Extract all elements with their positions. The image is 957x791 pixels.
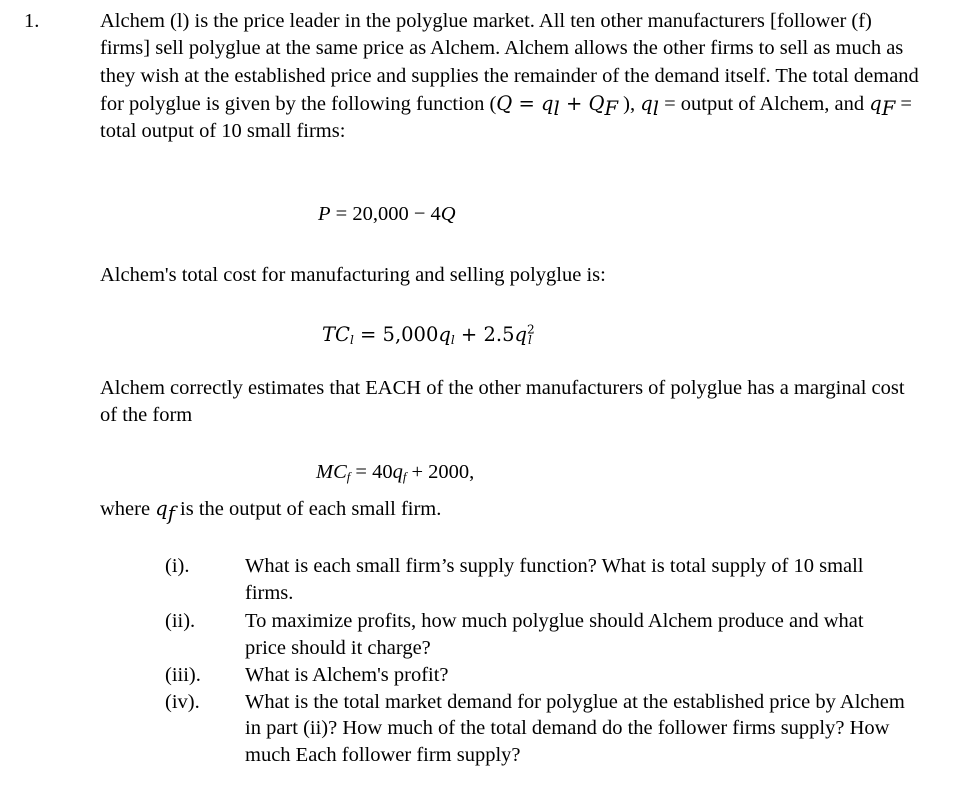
- cost-label: Alchem's total cost for manufacturing and selling polyglue is:: [100, 264, 606, 286]
- cost-rhs-1: = 5,000: [353, 323, 439, 346]
- question-number: 1.: [24, 10, 40, 32]
- cost-q2-sup: 2: [526, 322, 535, 337]
- list-item: [165, 689, 905, 769]
- marginal-cost-equation: [316, 459, 474, 486]
- part-text: What is the total market demand for polyglue at the established price by Alchem in part (ii)? How much of the total demand do the follower firms supply? How much Each follower firm supply?: [245, 690, 905, 766]
- part-number: (iii).: [165, 664, 201, 687]
- part-number: (ii).: [165, 609, 196, 632]
- symbol-Q: Q: [496, 91, 513, 115]
- cost-rhs-2: + 2.5: [454, 323, 515, 346]
- part-number: (iv).: [165, 690, 200, 713]
- cost-q2: q: [514, 323, 527, 346]
- mc-lhs-sub: f: [346, 470, 351, 485]
- demand-rhs: = 20,000 − 4: [330, 203, 441, 225]
- subscript-F-2: F: [881, 96, 896, 120]
- intro-text: Alchem (l) is the price leader in the polyglue market. All ten other manufacturers [follower (f) firms] sell polyglue at the same price as Alchem. Alchem allows the other firms to sell as much as they wish at the established price and supplies the remainder of the demand itself. The total demand for polyglue is given by the following function (: [100, 10, 919, 115]
- where-symbol: q: [155, 497, 168, 520]
- cost-q1: q: [438, 323, 451, 346]
- cost-lhs-sub: l: [349, 333, 354, 348]
- symbol-Q-F: Q: [588, 91, 605, 115]
- mc-lhs: MC: [316, 461, 347, 483]
- where-before: where: [100, 498, 156, 520]
- cost-q1-sub: l: [450, 333, 455, 348]
- cost-lhs: TC: [322, 323, 350, 346]
- where-note: [100, 495, 920, 523]
- list-item: [165, 608, 905, 663]
- part-text: What is Alchem's profit?: [245, 664, 449, 687]
- symbol-q-F: q: [869, 91, 882, 115]
- demand-equation: [318, 201, 456, 228]
- list-item: [165, 553, 905, 608]
- equals-sign: =: [512, 91, 542, 115]
- plus-sign: +: [559, 91, 589, 115]
- part-text: What is each small firm’s supply function? What is total supply of 10 small firms.: [245, 555, 864, 605]
- part-number: (i).: [165, 555, 190, 577]
- sub-questions: [165, 553, 905, 768]
- subscript-F: F: [604, 96, 619, 120]
- demand-var: Q: [440, 203, 456, 225]
- mc-var: q: [392, 461, 403, 483]
- list-item: [165, 662, 905, 689]
- part-text: To maximize profits, how much polyglue should Alchem produce and what price should it charge?: [245, 609, 864, 659]
- demand-lhs: P: [318, 203, 331, 225]
- subscript-l-2: l: [652, 96, 659, 120]
- intro-mid-1: ),: [618, 92, 641, 115]
- symbol-q-l: q: [541, 91, 554, 115]
- subscript-l: l: [553, 96, 560, 120]
- where-subscript: f: [167, 501, 175, 525]
- symbol-q-l-2: q: [640, 91, 653, 115]
- intro-mid-2: = output of Alchem, and: [658, 92, 870, 115]
- intro-end: = total output of 10 small firms:: [100, 92, 912, 143]
- marginal-cost-label: Alchem correctly estimates that EACH of the other manufacturers of polyglue has a marginal cost of the form: [100, 377, 905, 427]
- question-intro: [100, 8, 920, 145]
- mc-var-sub: f: [402, 470, 407, 485]
- cost-equation: [322, 321, 535, 348]
- where-after: is the output of each small firm.: [174, 498, 442, 520]
- cost-q2-sub: l: [528, 333, 532, 348]
- mc-rhs-2: + 2000,: [406, 461, 475, 483]
- mc-rhs-1: = 40: [350, 461, 393, 483]
